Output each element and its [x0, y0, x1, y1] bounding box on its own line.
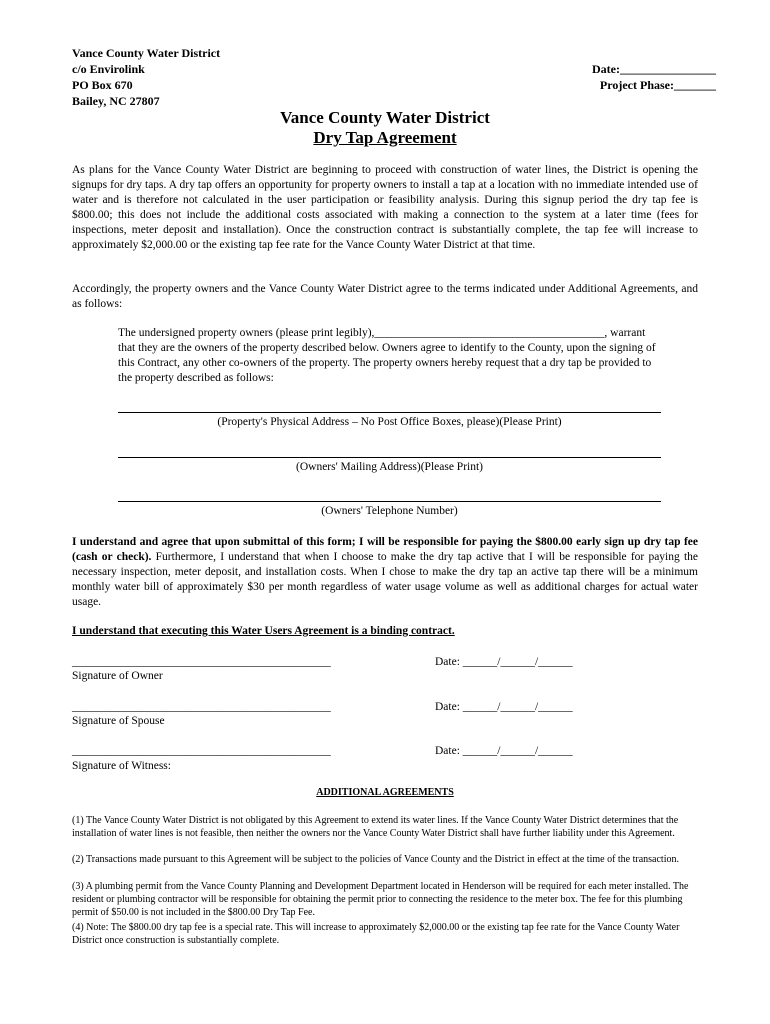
owner-date-field[interactable]: Date: ______/______/______ — [435, 656, 573, 668]
sender-po-box: PO Box 670 — [72, 78, 133, 92]
sender-name: Vance County Water District — [72, 46, 221, 60]
mailing-address-line[interactable] — [118, 457, 661, 458]
mailing-address-caption: (Owners' Mailing Address)(Please Print) — [296, 461, 483, 473]
owner-signature-line[interactable]: _____________________________________________ — [72, 656, 331, 668]
warrant-paragraph: The undersigned property owners (please print legibly),________________________________________, warrant that they are the owners of the property described below. Owners agree to identify to the County, upon the signing of this Contract, any other co-owners of the property. The property owners hereby request that a dry tap be provided to the property described as follows: — [118, 327, 656, 384]
telephone-caption: (Owners' Telephone Number) — [321, 505, 458, 517]
witness-date-field[interactable]: Date: ______/______/______ — [435, 745, 573, 757]
agreement-item-2: (2) Transactions made pursuant to this Agreement will be subject to the policies of Vance County and the District in effect at the time of the transaction. — [72, 854, 679, 865]
spouse-date-field[interactable]: Date: ______/______/______ — [435, 701, 573, 713]
spouse-signature-label: Signature of Spouse — [72, 715, 165, 727]
spouse-signature-line[interactable]: _____________________________________________ — [72, 701, 331, 713]
understand-paragraph — [72, 535, 698, 610]
understand-bold-text: I understand and agree that upon submittal of this form; I will be responsible for paying the $800.00 early sign up dry tap fee (cash or check). — [72, 536, 698, 563]
sender-city: Bailey, NC 27807 — [72, 94, 160, 108]
owner-signature-label: Signature of Owner — [72, 670, 163, 682]
binding-statement: I understand that executing this Water Users Agreement is a binding contract. — [72, 625, 455, 637]
sender-care-of: c/o Envirolink — [72, 62, 145, 76]
agreement-item-3: (3) A plumbing permit from the Vance County Planning and Development Department located in Henderson will be required for each meter installed. The resident or plumbing contractor will be responsible for obtaining the permit prior to connecting the residence to the meter box. The fee for this plumbing permit of $50.00 is not included in the $800.00 Dry Tap Fee. — [72, 881, 689, 918]
additional-agreements-heading: ADDITIONAL AGREEMENTS — [316, 787, 454, 798]
accordingly-paragraph: Accordingly, the property owners and the Vance County Water District agree to the terms indicated under Additional Agreements, and as follows: — [72, 283, 698, 310]
witness-signature-line[interactable]: _____________________________________________ — [72, 745, 331, 757]
property-address-caption: (Property's Physical Address – No Post Office Boxes, please)(Please Print) — [217, 416, 562, 428]
agreement-item-1: (1) The Vance County Water District is not obligated by this Agreement to extend its water lines. If the Vance County Water District determines that the installation of water lines is not feasible, then neither the owners nor the Vance County Water District shall have further liability under this Agreement. — [72, 815, 679, 839]
project-phase-field[interactable]: Project Phase:_______ — [599, 78, 716, 92]
date-field[interactable]: Date:________________ — [592, 62, 716, 76]
property-address-line[interactable] — [118, 412, 661, 413]
witness-signature-label: Signature of Witness: — [72, 760, 171, 772]
understand-rest-text: Furthermore, I understand that when I choose to make the dry tap active that I will be responsible for paying the necessary inspection, meter deposit, and installation costs. When I chose to make the dry tap an active tap there will be a minimum monthly water bill of approximately $30 per month regardless of water usage volume as well as additional charges for actual water usage. — [72, 551, 699, 608]
telephone-line[interactable] — [118, 501, 661, 502]
document-subtitle: Dry Tap Agreement — [313, 128, 457, 147]
agreement-item-4: (4) Note: The $800.00 dry tap fee is a special rate. This will increase to approximately $2,000.00 or the existing tap fee rate for the Vance County Water District once construction is substantially complete. — [72, 922, 680, 946]
intro-paragraph: As plans for the Vance County Water District are beginning to proceed with construction of water lines, the District is opening the signups for dry taps. A dry tap offers an opportunity for property owners to install a tap at a location with no immediate intended use of water and is therefore not calculated in the user participation or feasibility analysis. During this signup period the dry tap fee is $800.00; this does not include the additional costs associated with making a connection to the system at a later time (fees for inspections, meter deposit and installation). Once the construction contract is substantially complete, the tap fee will increase to approximately $2,000.00 or the existing tap fee rate for the Vance County Water District at that time. — [72, 164, 698, 251]
document-title: Vance County Water District — [280, 108, 490, 127]
